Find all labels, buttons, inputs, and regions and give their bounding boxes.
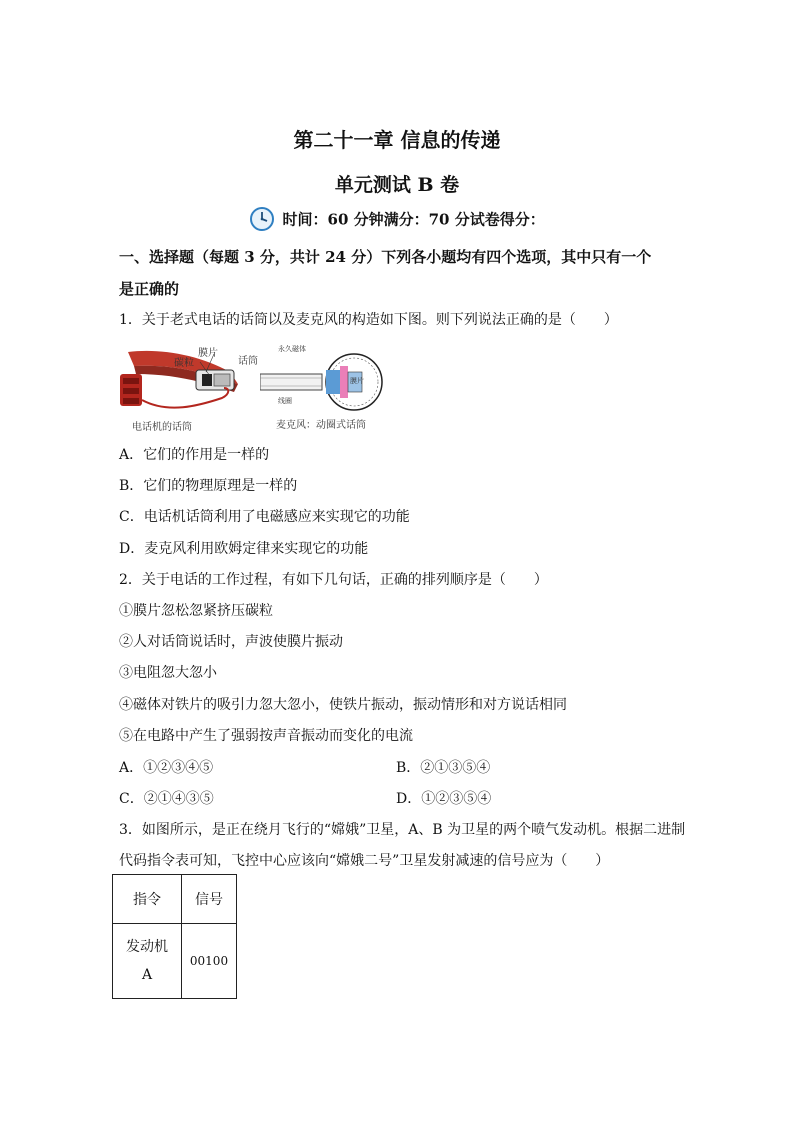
caption-phone: 电话机的话筒 <box>132 422 192 433</box>
exam-meta <box>0 206 794 232</box>
question-1-option-b: B．它们的物理原理是一样的 <box>119 478 298 494</box>
exam-meta-text: 时间：60 分钟满分：70 分试卷得分： <box>282 210 545 229</box>
section-heading-line2: 是正确的 <box>119 280 180 298</box>
label-mouthpiece: 话筒 <box>238 356 258 367</box>
dynamic-microphone-diagram <box>260 348 390 418</box>
question-1-option-a: A．它们的作用是一样的 <box>119 447 270 463</box>
label-membrane: 膜片 <box>198 348 218 359</box>
section-heading-line1: 一、选择题（每题 3 分，共计 24 分）下列各小题均有四个选项，其中只有一个 <box>119 248 652 266</box>
question-2-statement-2: ②人对话筒说话时，声波使膜片振动 <box>119 634 343 650</box>
table-header-row <box>113 875 237 924</box>
question-2-stem: 2．关于电话的工作过程，有如下几句话，正确的排列顺序是（ ） <box>119 572 548 588</box>
clock-icon <box>249 206 275 232</box>
question-1-option-c: C．电话机话筒利用了电磁感应来实现它的功能 <box>119 509 410 525</box>
question-1-option-d: D．麦克风利用欧姆定律来实现它的功能 <box>119 541 369 557</box>
question-2-statement-1: ①膜片忽松忽紧挤压碳粒 <box>119 603 273 619</box>
question-2-option-a: A．①②③④⑤ <box>119 760 214 776</box>
page-title: 第二十一章 信息的传递 <box>293 128 501 152</box>
caption-microphone: 麦克风：动圈式话筒 <box>276 420 366 431</box>
question-2-statement-3: ③电阻忽大忽小 <box>119 665 217 681</box>
question-1-stem: 1．关于老式电话的话筒以及麦克风的构造如下图。则下列说法正确的是（ ） <box>119 312 618 328</box>
question-2-option-d: D．①②③⑤④ <box>396 791 492 807</box>
question-2-option-c: C．②①④③⑤ <box>119 791 214 807</box>
command-name-line1: 发动机 <box>126 939 168 955</box>
instruction-code-table <box>112 874 237 999</box>
table-cell-command <box>113 924 182 999</box>
table-header-cell: 指令 <box>113 875 182 924</box>
label-film: 膜片 <box>350 377 364 385</box>
label-coil: 线圈 <box>278 397 292 405</box>
question-3-stem-line2: 代码指令表可知，飞控中心应该向“嫦娥二号”卫星发射减速的信号应为（ ） <box>119 853 610 869</box>
question-2-statement-4: ④磁体对铁片的吸引力忽大忽小，使铁片振动，振动情形和对方说话相同 <box>119 697 567 713</box>
question-2-option-b: B．②①③⑤④ <box>396 760 491 776</box>
label-magnet: 永久磁体 <box>278 345 306 353</box>
page-subtitle: 单元测试 B 卷 <box>334 174 460 196</box>
table-cell-signal: 00100 <box>182 924 237 999</box>
question-3-stem-line1: 3．如图所示，是正在绕月飞行的“嫦娥”卫星，A、B 为卫星的两个喷气发动机。根据二进制 <box>119 822 686 838</box>
question-1-figure <box>118 344 390 434</box>
command-name-line2: A <box>141 967 153 983</box>
label-carbon: 碳粒 <box>174 358 194 369</box>
question-2-statement-5: ⑤在电路中产生了强弱按声音振动而变化的电流 <box>119 728 413 744</box>
table-row <box>113 924 237 999</box>
table-header-cell: 信号 <box>182 875 237 924</box>
